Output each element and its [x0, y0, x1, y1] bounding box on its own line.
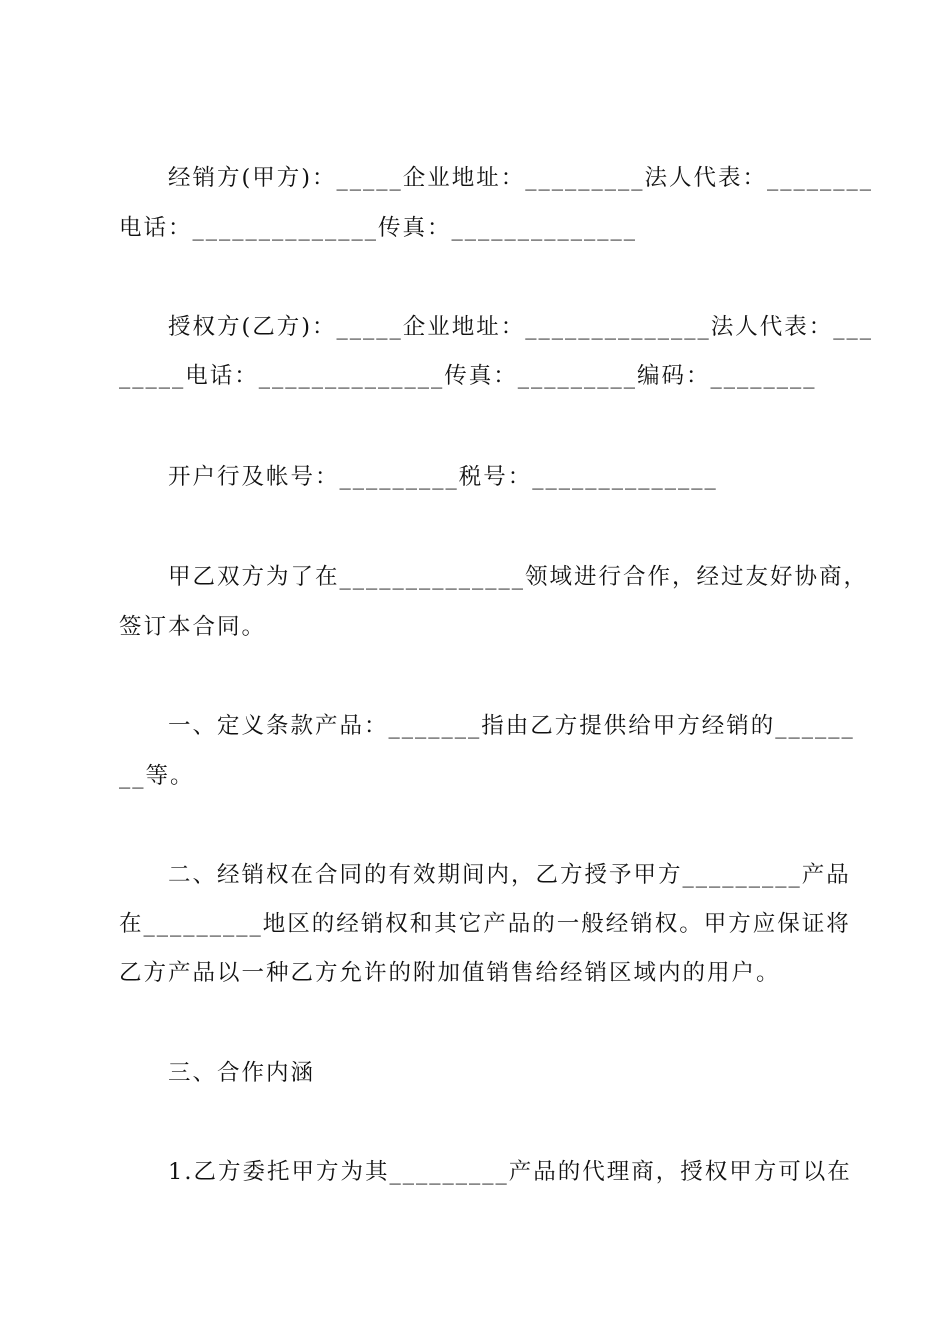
distributor-contact-line: 电话：______________传真：______________: [119, 215, 638, 241]
clause-1-heading: 一、定义条款产品：_______指由乙方提供给甲方经销的______: [168, 713, 855, 739]
preamble-line: 甲乙双方为了在______________领域进行合作，经过友好协商，: [168, 564, 869, 590]
clause-3-heading: 三、合作内涵: [168, 1060, 316, 1086]
distributor-party-line: 经销方(甲方)：_____企业地址：_________法人代表：________: [168, 165, 874, 191]
bank-tax-line: 开户行及帐号：_________税号：______________: [168, 464, 718, 490]
clause-2-cont-1: 在_________地区的经销权和其它产品的一般经销权。甲方应保证将: [119, 911, 851, 937]
clause-1-cont: __等。: [119, 763, 195, 789]
clause-3-item-1: 1.乙方委托甲方为其_________产品的代理商，授权甲方可以在: [168, 1159, 852, 1185]
clause-2-heading: 二、经销权在合同的有效期间内，乙方授予甲方_________产品: [168, 862, 851, 888]
preamble-line-cont: 签订本合同。: [119, 614, 267, 640]
authorizer-contact-line: _____电话：______________传真：_________编码：________: [119, 363, 817, 389]
authorizer-party-line: 授权方(乙方)：_____企业地址：______________法人代表：___: [168, 314, 874, 340]
clause-2-cont-2: 乙方产品以一种乙方允许的附加值销售给经销区域内的用户。: [119, 960, 781, 986]
